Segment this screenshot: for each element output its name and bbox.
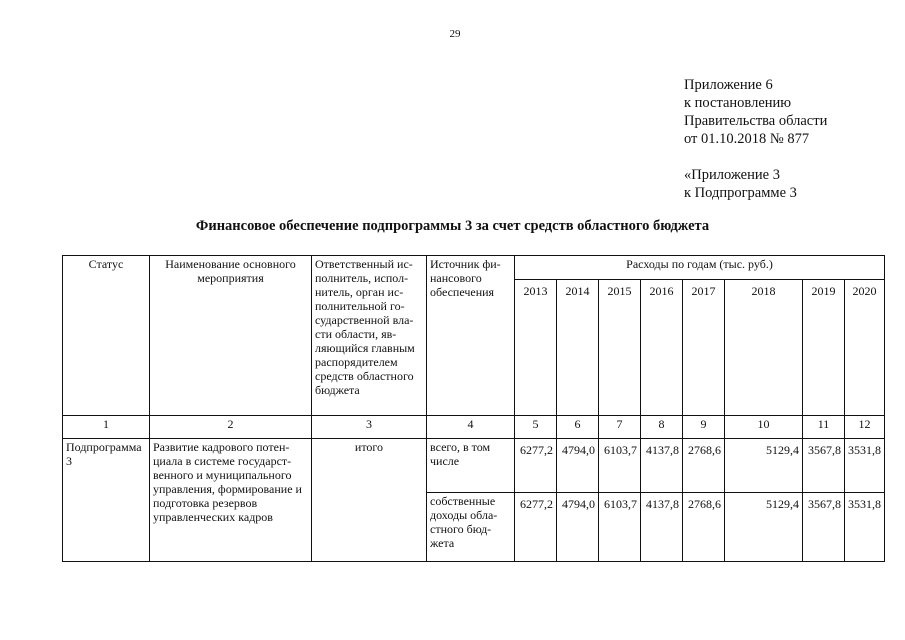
header-year: 2014 [557,280,599,416]
header-year: 2019 [803,280,845,416]
row-executor: итого [312,439,427,562]
column-number: 12 [845,416,885,439]
column-number: 9 [683,416,725,439]
column-number: 10 [725,416,803,439]
column-number: 3 [312,416,427,439]
header-year: 2015 [599,280,641,416]
appendix-line: Приложение 6 [684,77,773,93]
appendix-quote-line: к Подпрограмме 3 [684,185,797,201]
page-number: 29 [449,28,461,40]
column-number: 7 [599,416,641,439]
spacer [684,148,827,166]
row-value: 4137,8 [641,439,683,493]
row-source: собственные доходы обла-стного бюд-жета [427,493,515,562]
row-value: 4794,0 [557,439,599,493]
column-number: 11 [803,416,845,439]
row-value: 4137,8 [641,493,683,562]
column-number: 2 [150,416,312,439]
row-value: 6277,2 [515,439,557,493]
appendix-line: от 01.10.2018 № 877 [684,131,810,147]
row-value: 3567,8 [803,439,845,493]
row-value: 3567,8 [803,493,845,562]
header-status: Статус [63,256,150,416]
row-value: 6103,7 [599,493,641,562]
row-value: 6277,2 [515,493,557,562]
table-header-row [63,256,885,280]
column-number: 6 [557,416,599,439]
row-source: всего, в том числе [427,439,515,493]
row-value: 2768,6 [683,493,725,562]
header-executor: Ответственный ис-полнитель, испол-нитель, орган ис-полнительной го-сударственной вла-сти области, яв-ляющийся главным распорядителем средств областного бюджета [312,256,427,416]
row-value: 5129,4 [725,439,803,493]
row-status: Подпрограмма 3 [63,439,150,562]
row-value: 3531,8 [845,439,885,493]
header-expenses: Расходы по годам (тыс. руб.) [515,256,885,280]
row-measure: Развитие кадрового потен-циала в системе государст-венного и муниципального управления, формирование и подготовка резервов управленческих кадров [150,439,312,562]
row-value: 2768,6 [683,439,725,493]
row-value: 5129,4 [725,493,803,562]
appendix-block [684,76,827,202]
row-value: 4794,0 [557,493,599,562]
header-measure: Наименование основного мероприятия [150,256,312,416]
column-number: 8 [641,416,683,439]
header-year: 2013 [515,280,557,416]
column-number: 5 [515,416,557,439]
appendix-quote-line: «Приложение 3 [684,167,780,183]
table-row [63,439,885,493]
header-year: 2020 [845,280,885,416]
header-year: 2017 [683,280,725,416]
header-year: 2018 [725,280,803,416]
column-number: 1 [63,416,150,439]
financing-table [62,255,885,562]
header-source: Источник фи-нансового обеспечения [427,256,515,416]
document-title: Финансовое обеспечение подпрограммы 3 за счет средств областного бюджета [195,218,710,234]
header-year: 2016 [641,280,683,416]
appendix-line: к постановлению [684,95,792,111]
row-value: 6103,7 [599,439,641,493]
row-value: 3531,8 [845,493,885,562]
column-number-row [63,416,885,439]
appendix-line: Правительства области [684,113,828,129]
column-number: 4 [427,416,515,439]
